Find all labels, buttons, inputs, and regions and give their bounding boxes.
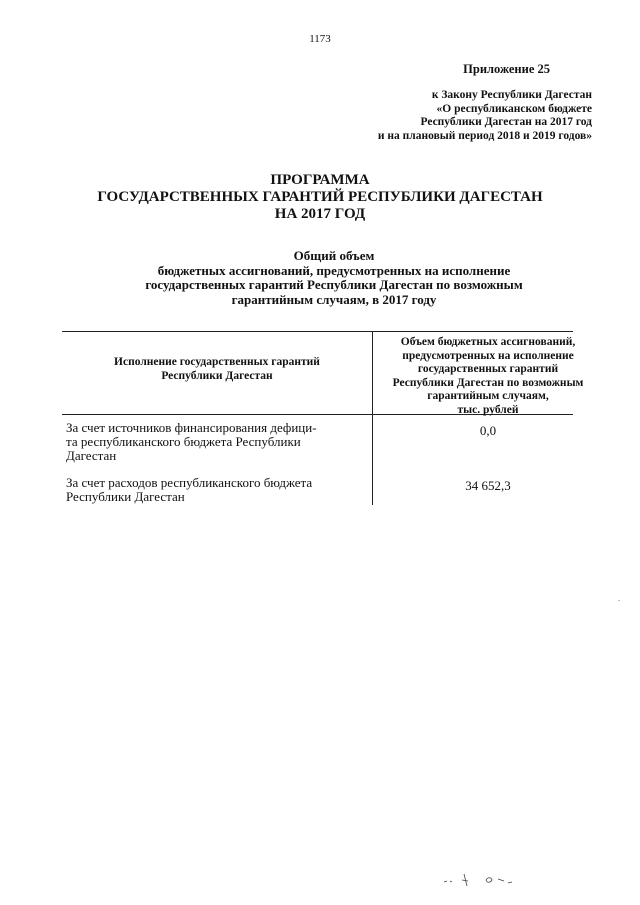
row-label-line: За счет расходов республиканского бюджета bbox=[66, 475, 313, 490]
program-title-line: НА 2017 ГОД bbox=[274, 206, 366, 222]
section-title-line: государственных гарантий Республики Дагестан по возможным bbox=[145, 277, 523, 292]
program-title bbox=[0, 172, 640, 223]
header-line: Республики Дагестан bbox=[161, 369, 273, 382]
row-label-line: Республики Дагестан bbox=[66, 489, 185, 504]
appendix-header bbox=[332, 62, 592, 143]
header-line: Объем бюджетных ассигнований, bbox=[400, 336, 576, 348]
header-line: тыс. рублей bbox=[457, 403, 519, 416]
scan-speck: . bbox=[618, 594, 620, 603]
row-label-line: Дагестан bbox=[66, 448, 117, 463]
header-line: предусмотренных на исполнение bbox=[402, 349, 574, 362]
appendix-line: к Закону Республики Дагестан bbox=[431, 89, 592, 101]
section-title-line: бюджетных ассигнований, предусмотренных на исполнение bbox=[157, 262, 511, 278]
section-title-line: гарантийным случаям, в 2017 году bbox=[231, 291, 437, 307]
table-header-left bbox=[62, 356, 372, 383]
table-row-label bbox=[66, 476, 370, 504]
row-label-line: За счет источников финансирования дефици- bbox=[66, 420, 317, 435]
table-row-value: 0,0 bbox=[479, 423, 497, 438]
appendix-title: Приложение 25 bbox=[463, 62, 550, 76]
table-row-label bbox=[66, 421, 370, 463]
appendix-line: Республики Дагестан на 2017 год bbox=[420, 116, 592, 128]
program-title-line: ГОСУДАРСТВЕННЫХ ГАРАНТИЙ РЕСПУБЛИКИ ДАГЕСТАН bbox=[97, 189, 543, 205]
header-line: гарантийным случаям, bbox=[427, 390, 549, 402]
section-title bbox=[0, 249, 640, 307]
header-line: государственных гарантий bbox=[417, 363, 559, 375]
section-title-line: Общий объем bbox=[293, 248, 375, 263]
header-line: Исполнение государственных гарантий bbox=[114, 356, 320, 368]
table-header-right bbox=[372, 336, 604, 417]
program-title-line: ПРОГРАММА bbox=[270, 172, 370, 188]
page-number: 1173 bbox=[309, 33, 331, 45]
appendix-line: «О республиканском бюджете bbox=[436, 102, 592, 115]
row-label-line: та республиканского бюджета Республики bbox=[66, 434, 301, 449]
handwritten-marks-icon bbox=[440, 866, 530, 892]
header-line: Республики Дагестан по возможным bbox=[392, 376, 584, 389]
appendix-line: и на плановый период 2018 и 2019 годов» bbox=[377, 129, 592, 142]
table-row-value: 34 652,3 bbox=[465, 478, 511, 493]
table-top-rule bbox=[62, 331, 573, 332]
